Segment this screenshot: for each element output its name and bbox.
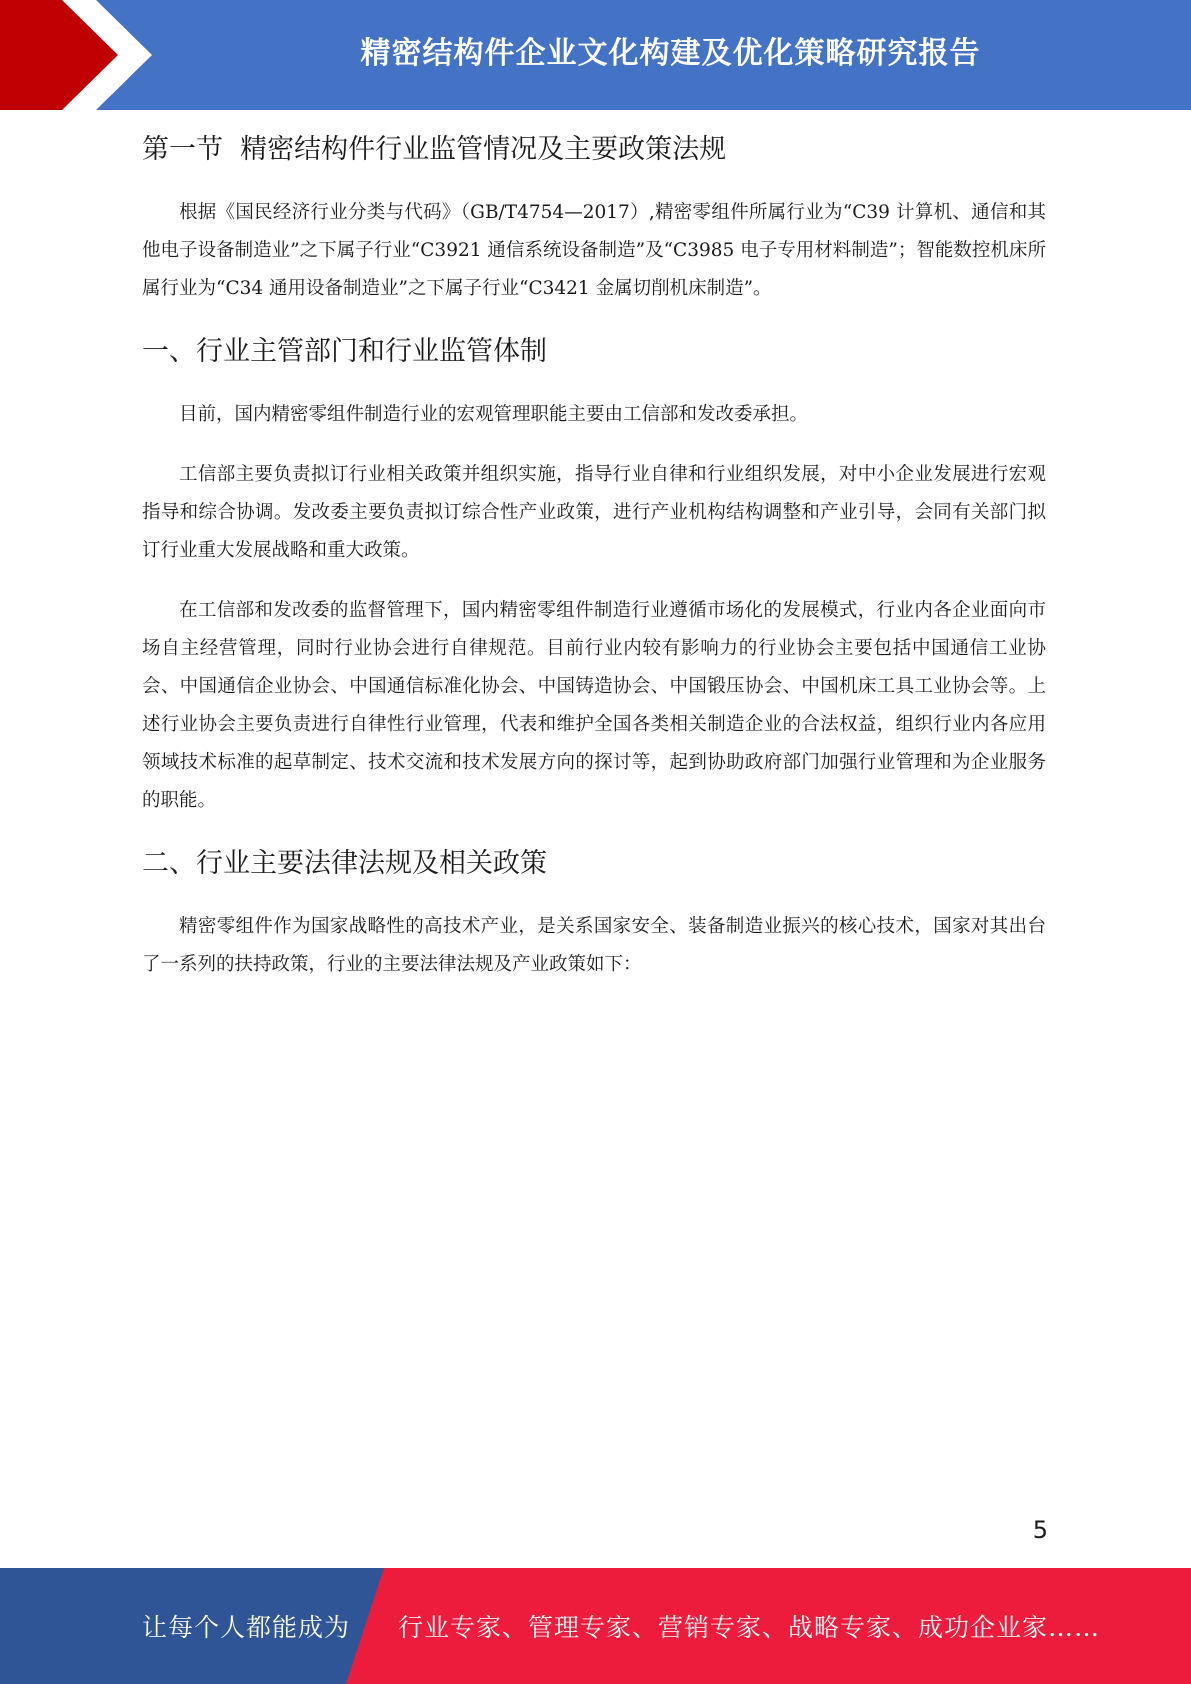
document-body xyxy=(142,128,1046,984)
paragraph: 目前，国内精密零组件制造行业的宏观管理职能主要由工信部和发改委承担。 xyxy=(179,404,809,425)
section-heading-3: 二、行业主要法律法规及相关政策 xyxy=(142,848,547,879)
page-number: 5 xyxy=(1032,1516,1048,1544)
paragraph: 精密零组件作为国家战略性的高技术产业，是关系国家安全、装备制造业振兴的核心技术，国家对其出台了一系列的扶持政策，行业的主要法律法规及产业政策如下： xyxy=(142,916,1046,975)
header-banner xyxy=(0,0,1191,110)
paragraph: 根据《国民经济行业分类与代码》（GB/T4754—2017）,精密零组件所属行业为“C39 计算机、通信和其他电子设备制造业”之下属子行业“C3921 通信系统设备制造”及“C3985 电子专用材料制造”；智能数控机床所属行业为“C34 通用设备制造业”之下属子行业“C3421 金属切削机床制造”。 xyxy=(142,202,1046,299)
section-heading-1: 第一节 精密结构件行业监管情况及主要政策法规 xyxy=(142,134,727,165)
section-heading-2: 一、行业主管部门和行业监管体制 xyxy=(142,336,547,367)
paragraph: 工信部主要负责拟订行业相关政策并组织实施，指导行业自律和行业组织发展，对中小企业发展进行宏观指导和综合协调。发改委主要负责拟订综合性产业政策，进行产业机构结构调整和产业引导，会同有关部门拟订行业重大发展战略和重大政策。 xyxy=(142,464,1046,561)
footer-slogan-left: 让每个人都能成为 xyxy=(142,1613,351,1642)
footer-banner xyxy=(0,1568,1191,1684)
footer-slogan-right: 行业专家、管理专家、营销专家、战略专家、成功企业家…… xyxy=(398,1613,1101,1642)
report-title: 精密结构件企业文化构建及优化策略研究报告 xyxy=(360,36,981,71)
paragraph: 在工信部和发改委的监督管理下，国内精密零组件制造行业遵循市场化的发展模式，行业内各企业面向市场自主经营管理，同时行业协会进行自律规范。目前行业内较有影响力的行业协会主要包括中国通信工业协会、中国通信企业协会、中国通信标准化协会、中国铸造协会、中国锻压协会、中国机床工具工业协会等。上述行业协会主要负责进行自律性行业管理，代表和维护全国各类相关制造企业的合法权益，组织行业内各应用领域技术标准的起草制定、技术交流和技术发展方向的探讨等，起到协助政府部门加强行业管理和为企业服务的职能。 xyxy=(142,600,1046,811)
